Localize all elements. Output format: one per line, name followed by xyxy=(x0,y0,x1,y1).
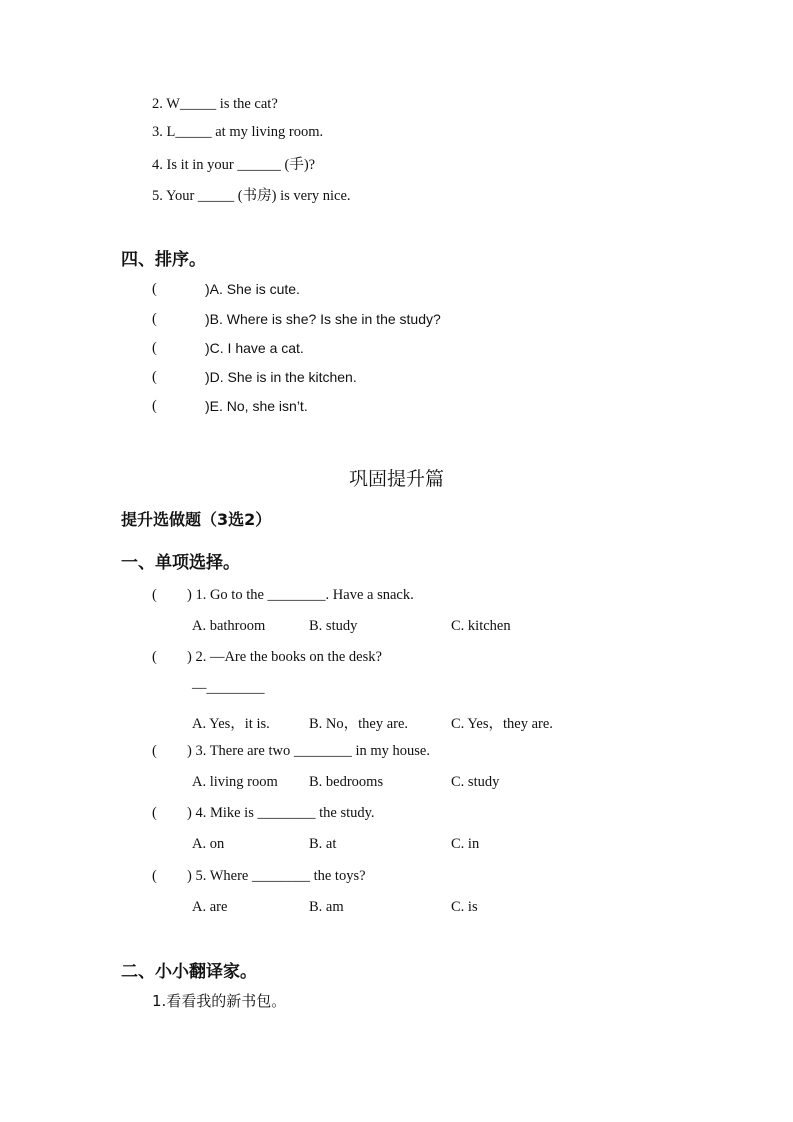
question-3-option-a: A. living room xyxy=(192,774,278,790)
question-paren: ( xyxy=(152,743,157,759)
order-blank-open-e: ( xyxy=(152,398,157,414)
question-4-option-b: B. at xyxy=(309,836,337,852)
question-2-option-a: A. Yes，it is. xyxy=(192,716,270,732)
order-item-c: )C. I have a cat. xyxy=(205,340,304,356)
order-blank-open-b: ( xyxy=(152,311,157,327)
order-item-b: )B. Where is she? Is she in the study? xyxy=(205,311,441,327)
question-1-option-a: A. bathroom xyxy=(192,618,266,634)
question-5-option-a: A. are xyxy=(192,899,228,915)
section-one-heading: 一、单项选择。 xyxy=(121,553,240,573)
question-2-stem: ) 2. —Are the books on the desk? xyxy=(187,649,382,665)
section-two-heading: 二、小小翻译家。 xyxy=(121,962,257,982)
question-5-option-b: B. am xyxy=(309,899,344,915)
question-paren: ( xyxy=(152,805,157,821)
question-1-option-b: B. study xyxy=(309,618,358,634)
translation-item-1: 1.看看我的新书包。 xyxy=(152,992,287,1010)
subtitle: 提升选做题（3选2） xyxy=(121,510,272,529)
question-5-stem: ) 5. Where ________ the toys? xyxy=(187,868,366,884)
fill-in-item-4: 4. Is it in your ______ (手)? xyxy=(152,157,316,173)
fill-in-item-3: 3. L_____ at my living room. xyxy=(152,124,324,140)
order-blank-open-c: ( xyxy=(152,340,157,356)
question-paren: ( xyxy=(152,587,157,603)
section-4-heading: 四、排序。 xyxy=(121,250,206,270)
part-title: 巩固提升篇 xyxy=(348,468,444,490)
question-4-option-c: C. in xyxy=(451,836,480,852)
order-blank-open-d: ( xyxy=(152,369,157,385)
order-item-d: )D. She is in the kitchen. xyxy=(205,369,357,385)
question-2-option-b: B. No，they are. xyxy=(309,716,409,732)
question-4-option-a: A. on xyxy=(192,836,225,852)
question-2-answer-line: —________ xyxy=(192,680,265,696)
question-3-stem: ) 3. There are two ________ in my house. xyxy=(187,743,430,759)
question-3-option-c: C. study xyxy=(451,774,500,790)
fill-in-item-2: 2. W_____ is the cat? xyxy=(152,96,278,112)
fill-in-item-5: 5. Your _____ (书房) is very nice. xyxy=(152,188,351,204)
order-blank-open-a: ( xyxy=(152,281,157,297)
question-2-option-c: C. Yes，they are. xyxy=(451,716,553,732)
question-5-option-c: C. is xyxy=(451,899,478,915)
question-4-stem: ) 4. Mike is ________ the study. xyxy=(187,805,375,821)
question-1-stem: ) 1. Go to the ________. Have a snack. xyxy=(187,587,414,603)
order-item-e: )E. No, she isn’t. xyxy=(205,398,308,414)
question-1-option-c: C. kitchen xyxy=(451,618,511,634)
question-paren: ( xyxy=(152,649,157,665)
question-3-option-b: B. bedrooms xyxy=(309,774,384,790)
order-item-a: )A. She is cute. xyxy=(205,281,300,297)
question-paren: ( xyxy=(152,868,157,884)
